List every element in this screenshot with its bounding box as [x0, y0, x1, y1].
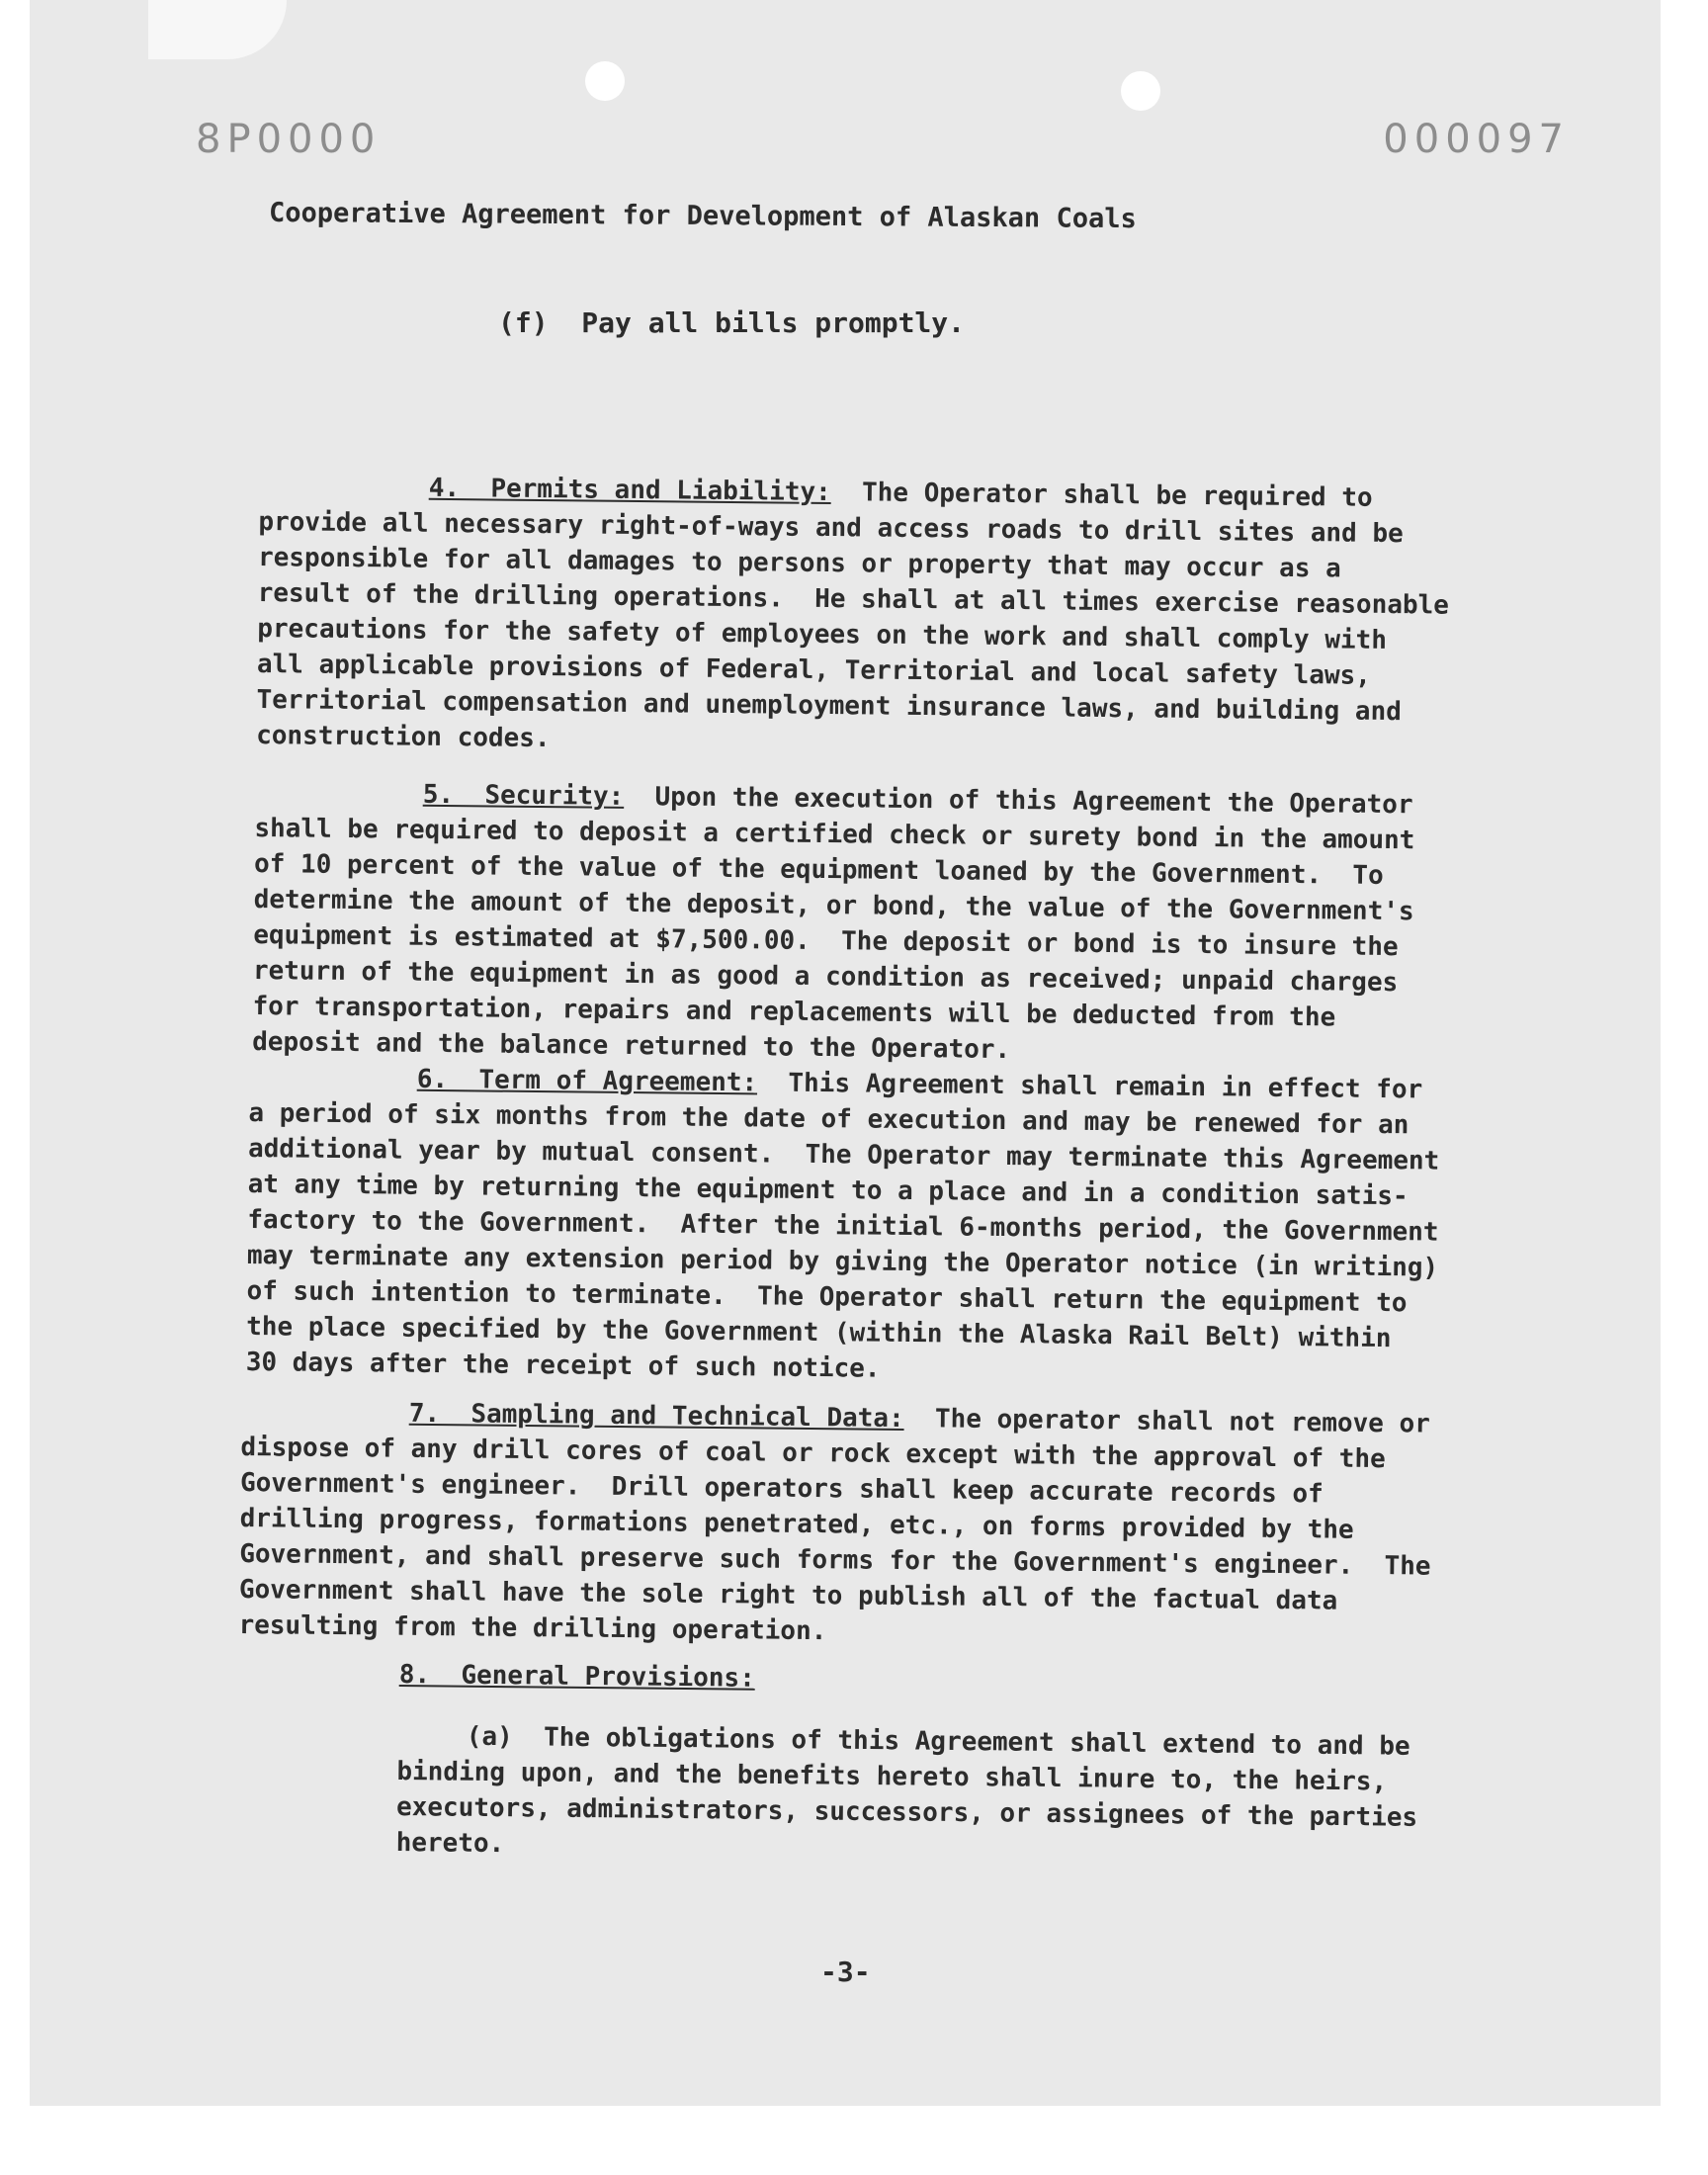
section-7-first-line: The operator shall not remove or	[903, 1404, 1431, 1439]
section-8-item-a-line: hereto.	[395, 1827, 505, 1860]
punch-hole-right	[1121, 71, 1160, 111]
section-8-general	[399, 1657, 755, 1696]
section-4-line: provide all necessary right-of-ways and access roads to drill sites and be	[258, 506, 1404, 550]
section-6-term	[246, 1060, 1441, 1393]
punch-hole-left	[585, 61, 625, 101]
section-6-line: 30 days after the receipt of such notice.	[245, 1347, 881, 1384]
page-corner-mark	[148, 0, 287, 59]
section-5-line: determine the amount of the deposit, or bond, the value of the Government's	[253, 884, 1414, 927]
section-5-line: return of the equipment in as good a condition as received; unpaid charges	[252, 955, 1399, 999]
section-5-first-line: Upon the execution of this Agreement the Operator	[624, 781, 1413, 821]
list-item-f: (f) Pay all bills promptly.	[498, 306, 966, 339]
section-8-item-a-line: binding upon, and the benefits hereto shall inure to, the heirs,	[396, 1756, 1388, 1797]
section-4-line: result of the drilling operations. He shall at all times exercise reasonable	[257, 577, 1450, 621]
section-4-first-line: The Operator shall be required to	[830, 478, 1373, 513]
section-7-line: resulting from the drilling operation.	[238, 1610, 827, 1647]
section-7-line: Government's engineer. Drill operators shall keep accurate records of	[239, 1467, 1324, 1510]
section-4-line: Territorial compensation and unemployment insurance laws, and building and	[256, 684, 1403, 728]
section-6-line: of such intention to terminate. The Operator shall return the equipment to	[246, 1275, 1408, 1319]
section-5-line: of 10 percent of the value of the equipment loaned by the Government. To	[253, 848, 1384, 891]
stamp-number-right: 000097	[1383, 117, 1570, 162]
section-6-line: a period of six months from the date of execution and may be renewed for an	[248, 1097, 1409, 1141]
section-5-line: shall be required to deposit a certified check or surety bond in the amount	[254, 813, 1415, 856]
page-number: -3-	[820, 1956, 871, 1988]
section-6-line: may terminate any extension period by giving the Operator notice (in writing)	[246, 1240, 1439, 1283]
section-6-first-line: This Agreement shall remain in effect for	[757, 1068, 1423, 1105]
section-7-line: dispose of any drill cores of coal or rock except with the approval of the	[240, 1432, 1386, 1475]
section-4-line: all applicable provisions of Federal, Territorial and local safety laws,	[256, 649, 1372, 691]
section-7-heading: 7. Sampling and Technical Data:	[408, 1398, 904, 1435]
section-6-line: additional year by mutual consent. The Operator may terminate this Agreement	[247, 1133, 1440, 1176]
section-6-line: at any time by returning the equipment to a place and in a condition satis-	[247, 1169, 1409, 1212]
section-8-item-a	[395, 1718, 1418, 1871]
section-4-line: precautions for the safety of employees on the work and shall comply with	[257, 613, 1388, 655]
section-5-heading: 5. Security:	[422, 779, 625, 812]
section-8-item-a-first: (a) The obligations of this Agreement shall extend to and be	[466, 1721, 1410, 1762]
section-5-line: equipment is estimated at $7,500.00. The deposit or bond is to insure the	[253, 919, 1399, 963]
section-4-heading: 4. Permits and Liability:	[428, 473, 831, 508]
section-7-line: Government shall have the sole right to publish all of the factual data	[238, 1574, 1338, 1616]
section-4-line: responsible for all damages to persons or property that may occur as a	[257, 542, 1341, 584]
stamp-number-left: 8P0000	[196, 117, 382, 162]
section-7-sampling	[238, 1394, 1432, 1656]
section-6-line: the place specified by the Government (within the Alaska Rail Belt) within	[246, 1311, 1392, 1354]
section-7-line: drilling progress, formations penetrated, etc., on forms provided by the	[239, 1503, 1354, 1545]
section-4-permits	[256, 469, 1450, 766]
section-8-heading: 8. General Provisions:	[398, 1659, 755, 1694]
section-6-heading: 6. Term of Agreement:	[416, 1064, 758, 1098]
section-8-item-a-line: executors, administrators, successors, or assignees of the parties	[395, 1791, 1418, 1833]
section-5-security	[252, 775, 1415, 1072]
section-6-line: factory to the Government. After the initial 6-months period, the Government	[247, 1204, 1439, 1248]
section-5-line: for transportation, repairs and replacements will be deducted from the	[252, 991, 1336, 1033]
section-4-line: construction codes.	[256, 720, 551, 754]
section-5-line: deposit and the balance returned to the Operator.	[252, 1026, 1011, 1066]
header-title: Cooperative Agreement for Development of Alaskan Coals	[268, 197, 1137, 235]
section-7-line: Government, and shall preserve such forms for the Government's engineer. The	[239, 1538, 1431, 1582]
